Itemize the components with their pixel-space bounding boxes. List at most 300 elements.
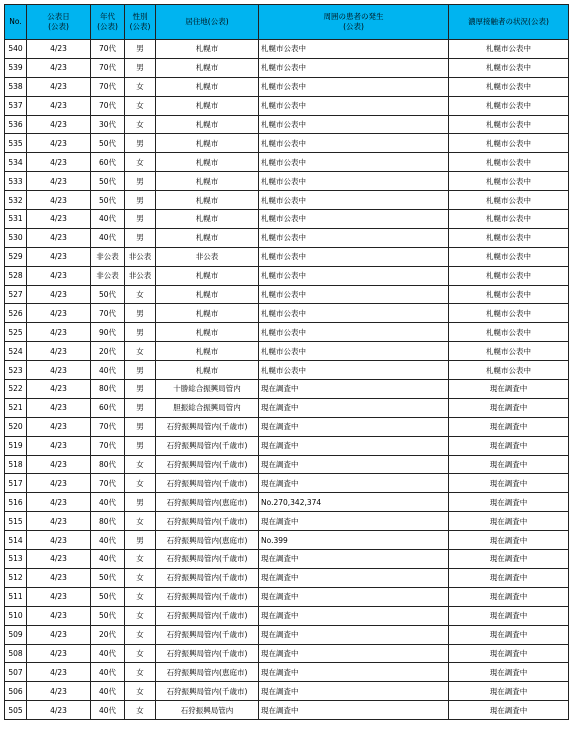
cell-contact: 現在調査中 xyxy=(449,568,569,587)
cell-contact: 現在調査中 xyxy=(449,701,569,720)
cell-sex: 男 xyxy=(125,40,156,59)
cell-date: 4/23 xyxy=(27,40,91,59)
cell-residence: 石狩振興局管内(千歳市) xyxy=(156,625,259,644)
cell-sex: 男 xyxy=(125,323,156,342)
cell-contact: 札幌市公表中 xyxy=(449,58,569,77)
cell-no: 506 xyxy=(5,682,27,701)
cell-age: 50代 xyxy=(91,568,125,587)
table-row xyxy=(5,701,569,720)
cell-date: 4/23 xyxy=(27,493,91,512)
cell-residence: 石狩振興局管内(千歳市) xyxy=(156,550,259,569)
cell-age: 50代 xyxy=(91,172,125,191)
cell-date: 4/23 xyxy=(27,644,91,663)
cell-cluster: 現在調査中 xyxy=(259,644,449,663)
cell-no: 511 xyxy=(5,587,27,606)
cell-sex: 男 xyxy=(125,380,156,399)
cell-cluster: 札幌市公表中 xyxy=(259,304,449,323)
cell-cluster: 現在調査中 xyxy=(259,587,449,606)
cell-no: 537 xyxy=(5,96,27,115)
cell-no: 540 xyxy=(5,40,27,59)
cell-no: 522 xyxy=(5,380,27,399)
cell-cluster: 現在調査中 xyxy=(259,417,449,436)
cell-cluster: 現在調査中 xyxy=(259,398,449,417)
cell-no: 516 xyxy=(5,493,27,512)
cell-contact: 札幌市公表中 xyxy=(449,172,569,191)
cell-cluster: 現在調査中 xyxy=(259,606,449,625)
cell-contact: 札幌市公表中 xyxy=(449,228,569,247)
cell-age: 70代 xyxy=(91,417,125,436)
cell-contact: 札幌市公表中 xyxy=(449,285,569,304)
header-row xyxy=(5,5,569,40)
cell-cluster: No.399 xyxy=(259,531,449,550)
cell-sex: 男 xyxy=(125,493,156,512)
cell-date: 4/23 xyxy=(27,606,91,625)
table-row xyxy=(5,134,569,153)
cell-date: 4/23 xyxy=(27,266,91,285)
table-row xyxy=(5,417,569,436)
table-row xyxy=(5,568,569,587)
cell-contact: 札幌市公表中 xyxy=(449,266,569,285)
cell-sex: 女 xyxy=(125,682,156,701)
cell-date: 4/23 xyxy=(27,115,91,134)
cell-contact: 札幌市公表中 xyxy=(449,323,569,342)
cell-sex: 女 xyxy=(125,512,156,531)
cell-age: 40代 xyxy=(91,361,125,380)
cell-sex: 女 xyxy=(125,606,156,625)
cell-contact: 現在調査中 xyxy=(449,474,569,493)
cell-date: 4/23 xyxy=(27,210,91,229)
cell-no: 539 xyxy=(5,58,27,77)
cell-cluster: 現在調査中 xyxy=(259,436,449,455)
cell-date: 4/23 xyxy=(27,587,91,606)
cell-sex: 男 xyxy=(125,304,156,323)
cell-sex: 女 xyxy=(125,550,156,569)
cell-contact: 現在調査中 xyxy=(449,644,569,663)
cell-contact: 現在調査中 xyxy=(449,606,569,625)
cell-cluster: 現在調査中 xyxy=(259,625,449,644)
cell-date: 4/23 xyxy=(27,625,91,644)
table-row xyxy=(5,115,569,134)
cell-age: 40代 xyxy=(91,531,125,550)
cell-no: 529 xyxy=(5,247,27,266)
cell-contact: 札幌市公表中 xyxy=(449,361,569,380)
cell-cluster: 札幌市公表中 xyxy=(259,228,449,247)
cell-date: 4/23 xyxy=(27,77,91,96)
cell-age: 80代 xyxy=(91,455,125,474)
cell-date: 4/23 xyxy=(27,455,91,474)
cell-residence: 札幌市 xyxy=(156,285,259,304)
cell-contact: 札幌市公表中 xyxy=(449,134,569,153)
cell-contact: 札幌市公表中 xyxy=(449,40,569,59)
cell-cluster: No.270,342,374 xyxy=(259,493,449,512)
cell-sex: 男 xyxy=(125,210,156,229)
table-row xyxy=(5,58,569,77)
cell-sex: 女 xyxy=(125,77,156,96)
cell-residence: 石狩振興局管内(千歳市) xyxy=(156,682,259,701)
cell-sex: 女 xyxy=(125,474,156,493)
cell-age: 70代 xyxy=(91,40,125,59)
cell-age: 70代 xyxy=(91,96,125,115)
cell-age: 20代 xyxy=(91,625,125,644)
table-row xyxy=(5,247,569,266)
cell-date: 4/23 xyxy=(27,512,91,531)
cell-cluster: 札幌市公表中 xyxy=(259,58,449,77)
cell-age: 40代 xyxy=(91,210,125,229)
cell-date: 4/23 xyxy=(27,531,91,550)
cell-no: 512 xyxy=(5,568,27,587)
cell-date: 4/23 xyxy=(27,247,91,266)
cell-date: 4/23 xyxy=(27,342,91,361)
table-row xyxy=(5,550,569,569)
cell-cluster: 現在調査中 xyxy=(259,663,449,682)
cell-date: 4/23 xyxy=(27,436,91,455)
cell-age: 40代 xyxy=(91,228,125,247)
cell-cluster: 現在調査中 xyxy=(259,701,449,720)
header-sex: 性別 (公表) xyxy=(125,5,156,40)
cell-age: 40代 xyxy=(91,493,125,512)
cell-sex: 女 xyxy=(125,701,156,720)
cell-contact: 現在調査中 xyxy=(449,455,569,474)
table-row xyxy=(5,682,569,701)
table-row xyxy=(5,606,569,625)
cell-contact: 現在調査中 xyxy=(449,512,569,531)
cell-residence: 非公表 xyxy=(156,247,259,266)
cell-no: 536 xyxy=(5,115,27,134)
cell-age: 70代 xyxy=(91,474,125,493)
cell-sex: 男 xyxy=(125,361,156,380)
cell-residence: 札幌市 xyxy=(156,58,259,77)
cell-cluster: 現在調査中 xyxy=(259,512,449,531)
cell-no: 520 xyxy=(5,417,27,436)
table-row xyxy=(5,342,569,361)
cell-sex: 男 xyxy=(125,531,156,550)
cell-no: 514 xyxy=(5,531,27,550)
cell-no: 524 xyxy=(5,342,27,361)
cell-cluster: 札幌市公表中 xyxy=(259,285,449,304)
cell-age: 70代 xyxy=(91,58,125,77)
cell-sex: 女 xyxy=(125,285,156,304)
table-row xyxy=(5,380,569,399)
cell-age: 40代 xyxy=(91,644,125,663)
cell-sex: 非公表 xyxy=(125,247,156,266)
cell-age: 50代 xyxy=(91,587,125,606)
cell-residence: 胆振総合振興局管内 xyxy=(156,398,259,417)
cell-no: 510 xyxy=(5,606,27,625)
cell-cluster: 札幌市公表中 xyxy=(259,153,449,172)
cell-age: 40代 xyxy=(91,682,125,701)
cell-contact: 札幌市公表中 xyxy=(449,77,569,96)
cell-no: 518 xyxy=(5,455,27,474)
cell-cluster: 札幌市公表中 xyxy=(259,210,449,229)
cell-date: 4/23 xyxy=(27,304,91,323)
cell-age: 70代 xyxy=(91,436,125,455)
cell-cluster: 札幌市公表中 xyxy=(259,134,449,153)
cell-date: 4/23 xyxy=(27,550,91,569)
cell-residence: 札幌市 xyxy=(156,115,259,134)
cell-date: 4/23 xyxy=(27,663,91,682)
cell-cluster: 札幌市公表中 xyxy=(259,115,449,134)
table-row xyxy=(5,285,569,304)
cell-residence: 石狩振興局管内(千歳市) xyxy=(156,474,259,493)
cell-residence: 札幌市 xyxy=(156,77,259,96)
cell-no: 535 xyxy=(5,134,27,153)
cell-sex: 女 xyxy=(125,587,156,606)
table-row xyxy=(5,266,569,285)
cell-cluster: 札幌市公表中 xyxy=(259,172,449,191)
table-body xyxy=(5,40,569,720)
cell-date: 4/23 xyxy=(27,134,91,153)
cell-residence: 石狩振興局管内(恵庭市) xyxy=(156,493,259,512)
cell-residence: 石狩振興局管内(千歳市) xyxy=(156,587,259,606)
cell-age: 80代 xyxy=(91,512,125,531)
cell-cluster: 札幌市公表中 xyxy=(259,191,449,210)
cell-no: 513 xyxy=(5,550,27,569)
cell-residence: 札幌市 xyxy=(156,153,259,172)
cell-date: 4/23 xyxy=(27,568,91,587)
cell-contact: 現在調査中 xyxy=(449,550,569,569)
cell-sex: 男 xyxy=(125,172,156,191)
table-row xyxy=(5,96,569,115)
cell-age: 90代 xyxy=(91,323,125,342)
table-row xyxy=(5,77,569,96)
cell-contact: 札幌市公表中 xyxy=(449,304,569,323)
table-row xyxy=(5,625,569,644)
cell-age: 70代 xyxy=(91,77,125,96)
cell-residence: 石狩振興局管内(千歳市) xyxy=(156,436,259,455)
table-container xyxy=(4,4,568,720)
table-row xyxy=(5,663,569,682)
cell-age: 40代 xyxy=(91,550,125,569)
cell-cluster: 札幌市公表中 xyxy=(259,77,449,96)
cell-age: 60代 xyxy=(91,398,125,417)
cell-residence: 石狩振興局管内(千歳市) xyxy=(156,455,259,474)
cell-date: 4/23 xyxy=(27,361,91,380)
cell-no: 532 xyxy=(5,191,27,210)
cell-cluster: 札幌市公表中 xyxy=(259,323,449,342)
table-row xyxy=(5,323,569,342)
cell-sex: 女 xyxy=(125,153,156,172)
cell-residence: 札幌市 xyxy=(156,40,259,59)
cell-residence: 石狩振興局管内(千歳市) xyxy=(156,417,259,436)
cell-date: 4/23 xyxy=(27,191,91,210)
cell-no: 531 xyxy=(5,210,27,229)
cell-age: 70代 xyxy=(91,304,125,323)
cell-contact: 現在調査中 xyxy=(449,531,569,550)
header-no: No. xyxy=(5,5,27,40)
table-row xyxy=(5,210,569,229)
table-row xyxy=(5,191,569,210)
table-row xyxy=(5,436,569,455)
cell-contact: 現在調査中 xyxy=(449,398,569,417)
cell-residence: 十勝総合振興局管内 xyxy=(156,380,259,399)
cell-cluster: 札幌市公表中 xyxy=(259,361,449,380)
cell-date: 4/23 xyxy=(27,58,91,77)
cell-age: 20代 xyxy=(91,342,125,361)
cell-age: 50代 xyxy=(91,285,125,304)
cell-sex: 女 xyxy=(125,644,156,663)
cell-age: 50代 xyxy=(91,134,125,153)
cell-residence: 札幌市 xyxy=(156,96,259,115)
cell-date: 4/23 xyxy=(27,285,91,304)
cell-residence: 札幌市 xyxy=(156,361,259,380)
cell-sex: 女 xyxy=(125,568,156,587)
table-row xyxy=(5,361,569,380)
cell-sex: 女 xyxy=(125,342,156,361)
cell-date: 4/23 xyxy=(27,228,91,247)
cell-contact: 現在調査中 xyxy=(449,417,569,436)
cell-date: 4/23 xyxy=(27,682,91,701)
header-residence: 居住地(公表) xyxy=(156,5,259,40)
cell-cluster: 札幌市公表中 xyxy=(259,247,449,266)
cell-no: 521 xyxy=(5,398,27,417)
cell-sex: 男 xyxy=(125,228,156,247)
cell-contact: 札幌市公表中 xyxy=(449,342,569,361)
cell-contact: 現在調査中 xyxy=(449,663,569,682)
patient-table xyxy=(4,4,569,720)
cell-cluster: 札幌市公表中 xyxy=(259,342,449,361)
cell-date: 4/23 xyxy=(27,96,91,115)
table-row xyxy=(5,493,569,512)
cell-no: 526 xyxy=(5,304,27,323)
cell-age: 非公表 xyxy=(91,266,125,285)
table-row xyxy=(5,153,569,172)
table-row xyxy=(5,455,569,474)
cell-cluster: 札幌市公表中 xyxy=(259,96,449,115)
cell-contact: 札幌市公表中 xyxy=(449,210,569,229)
cell-no: 533 xyxy=(5,172,27,191)
cell-no: 525 xyxy=(5,323,27,342)
header-contact: 濃厚接触者の状況(公表) xyxy=(449,5,569,40)
header-age: 年代 (公表) xyxy=(91,5,125,40)
cell-contact: 札幌市公表中 xyxy=(449,247,569,266)
cell-age: 50代 xyxy=(91,191,125,210)
cell-sex: 男 xyxy=(125,417,156,436)
table-header xyxy=(5,5,569,40)
cell-residence: 札幌市 xyxy=(156,172,259,191)
cell-sex: 男 xyxy=(125,436,156,455)
cell-contact: 札幌市公表中 xyxy=(449,191,569,210)
cell-no: 507 xyxy=(5,663,27,682)
cell-no: 508 xyxy=(5,644,27,663)
cell-residence: 石狩振興局管内 xyxy=(156,701,259,720)
cell-contact: 現在調査中 xyxy=(449,493,569,512)
cell-residence: 札幌市 xyxy=(156,228,259,247)
cell-date: 4/23 xyxy=(27,417,91,436)
cell-contact: 現在調査中 xyxy=(449,625,569,644)
cell-age: 60代 xyxy=(91,153,125,172)
cell-residence: 石狩振興局管内(千歳市) xyxy=(156,568,259,587)
cell-residence: 札幌市 xyxy=(156,323,259,342)
cell-no: 505 xyxy=(5,701,27,720)
cell-date: 4/23 xyxy=(27,398,91,417)
cell-cluster: 札幌市公表中 xyxy=(259,40,449,59)
cell-no: 538 xyxy=(5,77,27,96)
cell-contact: 現在調査中 xyxy=(449,380,569,399)
table-row xyxy=(5,172,569,191)
cell-residence: 札幌市 xyxy=(156,342,259,361)
table-row xyxy=(5,398,569,417)
cell-no: 530 xyxy=(5,228,27,247)
cell-contact: 札幌市公表中 xyxy=(449,115,569,134)
cell-residence: 札幌市 xyxy=(156,210,259,229)
cell-sex: 男 xyxy=(125,398,156,417)
cell-sex: 男 xyxy=(125,134,156,153)
cell-sex: 女 xyxy=(125,663,156,682)
cell-cluster: 現在調査中 xyxy=(259,568,449,587)
cell-cluster: 現在調査中 xyxy=(259,455,449,474)
table-row xyxy=(5,40,569,59)
cell-contact: 現在調査中 xyxy=(449,436,569,455)
cell-sex: 男 xyxy=(125,191,156,210)
cell-contact: 現在調査中 xyxy=(449,682,569,701)
cell-no: 519 xyxy=(5,436,27,455)
cell-residence: 石狩振興局管内(千歳市) xyxy=(156,512,259,531)
cell-age: 40代 xyxy=(91,701,125,720)
cell-residence: 札幌市 xyxy=(156,191,259,210)
cell-residence: 札幌市 xyxy=(156,134,259,153)
table-row xyxy=(5,228,569,247)
cell-date: 4/23 xyxy=(27,701,91,720)
header-cluster: 周囲の患者の発生 (公表) xyxy=(259,5,449,40)
cell-residence: 札幌市 xyxy=(156,304,259,323)
cell-no: 528 xyxy=(5,266,27,285)
cell-contact: 現在調査中 xyxy=(449,587,569,606)
cell-residence: 石狩振興局管内(千歳市) xyxy=(156,644,259,663)
cell-sex: 女 xyxy=(125,115,156,134)
cell-age: 30代 xyxy=(91,115,125,134)
table-row xyxy=(5,474,569,493)
cell-sex: 女 xyxy=(125,625,156,644)
table-row xyxy=(5,587,569,606)
cell-residence: 石狩振興局管内(千歳市) xyxy=(156,606,259,625)
cell-no: 517 xyxy=(5,474,27,493)
cell-no: 527 xyxy=(5,285,27,304)
table-row xyxy=(5,531,569,550)
table-row xyxy=(5,304,569,323)
cell-no: 523 xyxy=(5,361,27,380)
cell-age: 80代 xyxy=(91,380,125,399)
cell-age: 40代 xyxy=(91,663,125,682)
cell-sex: 男 xyxy=(125,58,156,77)
cell-no: 515 xyxy=(5,512,27,531)
cell-date: 4/23 xyxy=(27,380,91,399)
cell-age: 50代 xyxy=(91,606,125,625)
cell-residence: 札幌市 xyxy=(156,266,259,285)
cell-no: 534 xyxy=(5,153,27,172)
cell-sex: 非公表 xyxy=(125,266,156,285)
cell-contact: 札幌市公表中 xyxy=(449,96,569,115)
cell-cluster: 現在調査中 xyxy=(259,550,449,569)
cell-cluster: 現在調査中 xyxy=(259,474,449,493)
table-row xyxy=(5,512,569,531)
cell-age: 非公表 xyxy=(91,247,125,266)
cell-residence: 石狩振興局管内(恵庭市) xyxy=(156,663,259,682)
cell-sex: 女 xyxy=(125,96,156,115)
cell-date: 4/23 xyxy=(27,323,91,342)
cell-residence: 石狩振興局管内(恵庭市) xyxy=(156,531,259,550)
header-date: 公表日 (公表) xyxy=(27,5,91,40)
cell-cluster: 現在調査中 xyxy=(259,380,449,399)
cell-cluster: 札幌市公表中 xyxy=(259,266,449,285)
cell-sex: 女 xyxy=(125,455,156,474)
cell-date: 4/23 xyxy=(27,474,91,493)
table-row xyxy=(5,644,569,663)
cell-contact: 札幌市公表中 xyxy=(449,153,569,172)
cell-no: 509 xyxy=(5,625,27,644)
cell-date: 4/23 xyxy=(27,153,91,172)
cell-date: 4/23 xyxy=(27,172,91,191)
cell-cluster: 現在調査中 xyxy=(259,682,449,701)
